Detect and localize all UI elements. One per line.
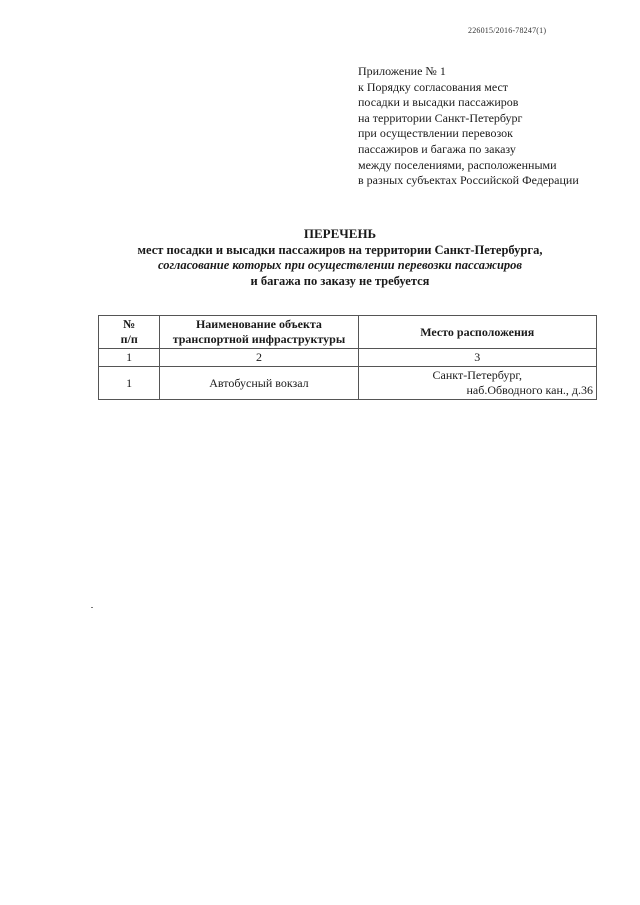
header-location: Место расположения bbox=[358, 316, 596, 349]
scan-speck bbox=[91, 607, 93, 608]
column-number-row bbox=[99, 349, 597, 367]
column-number-cell: 3 bbox=[358, 349, 596, 367]
document-heading bbox=[100, 226, 580, 289]
header-number-sign: № bbox=[123, 317, 136, 331]
row-location-line-1: Санкт-Петербург, bbox=[432, 368, 522, 382]
row-location bbox=[358, 367, 596, 400]
header-number-label: п/п bbox=[120, 332, 138, 346]
appendix-line: в разных субъектах Российской Федерации bbox=[358, 173, 579, 188]
appendix-line: пассажиров и багажа по заказу bbox=[358, 141, 516, 156]
row-number: 1 bbox=[99, 367, 160, 400]
header-object-name-line-1: Наименование объекта bbox=[195, 317, 322, 331]
locations-table bbox=[98, 315, 597, 400]
header-object-name-line-2: транспортной инфраструктуры bbox=[172, 332, 346, 346]
header-object-name bbox=[160, 316, 358, 349]
appendix-block bbox=[358, 64, 628, 189]
heading-line-1: мест посадки и высадки пассажиров на территории Санкт-Петербурга, bbox=[137, 242, 543, 257]
table-header-row bbox=[99, 316, 597, 349]
appendix-line: посадки и высадки пассажиров bbox=[358, 95, 519, 110]
appendix-line: между поселениями, расположенными bbox=[358, 157, 557, 172]
appendix-line: Приложение № 1 bbox=[358, 64, 446, 78]
table-row bbox=[99, 367, 597, 400]
column-number-cell: 2 bbox=[160, 349, 358, 367]
document-id: 226015/2016-78247(1) bbox=[468, 26, 547, 35]
row-object-name: Автобусный вокзал bbox=[160, 367, 358, 400]
heading-title: ПЕРЕЧЕНЬ bbox=[303, 226, 377, 241]
appendix-line: на территории Санкт-Петербург bbox=[358, 110, 523, 125]
appendix-line: к Порядку согласования мест bbox=[358, 79, 509, 94]
row-location-line-2: наб.Обводного кан., д.36 bbox=[466, 383, 593, 397]
heading-line-2: согласование которых при осуществлении перевозки пассажиров bbox=[158, 258, 522, 272]
header-number bbox=[99, 316, 160, 349]
appendix-line: при осуществлении перевозок bbox=[358, 126, 513, 141]
column-number-cell: 1 bbox=[99, 349, 160, 367]
heading-line-3: и багажа по заказу не требуется bbox=[250, 273, 430, 288]
